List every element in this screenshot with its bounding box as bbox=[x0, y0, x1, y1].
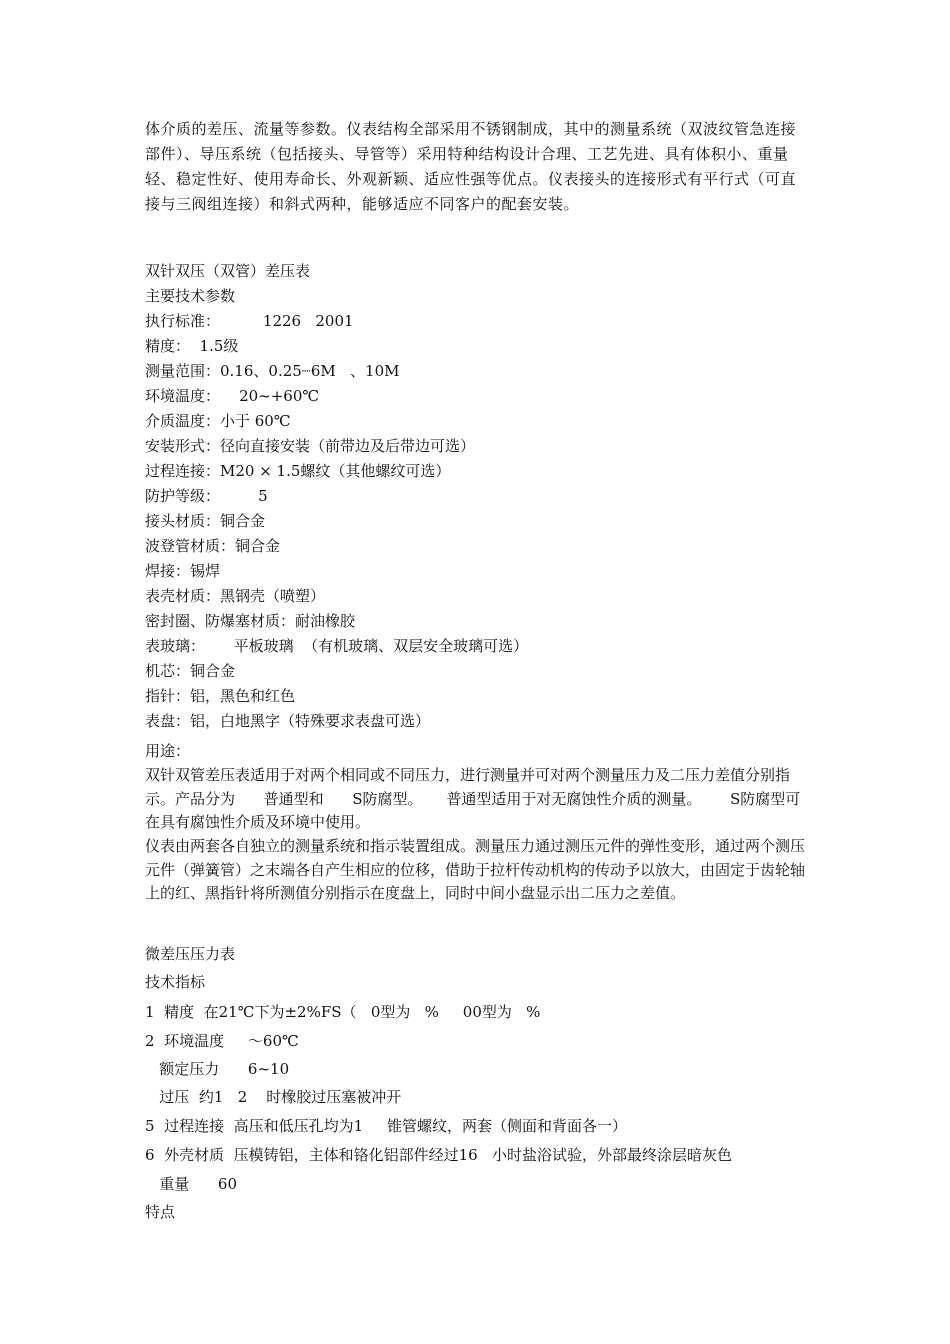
spec-line: 防护等级： 5 bbox=[145, 487, 268, 505]
section-footer: 特点 bbox=[145, 1203, 176, 1221]
spec-item: 2 环境温度 ～60℃ bbox=[145, 1032, 299, 1050]
usage-paragraph-1: 双针双管差压表适用于对两个相同或不同压力，进行测量并可对两个测量压力及二压力差值分别指示。产品分为 普通型和 S防腐型。 普通型适用于对无腐蚀性介质的测量。 S防腐型可在具有腐蚀性介质及环境中使用。 bbox=[145, 766, 801, 831]
spec-line: 接头材质：铜合金 bbox=[145, 512, 266, 530]
spec-line: 精度： 1.5级 bbox=[145, 337, 239, 355]
spec-line: 介质温度：小于 60℃ bbox=[145, 412, 291, 430]
spec-line: 波登管材质：铜合金 bbox=[145, 537, 281, 555]
section-title: 微差压压力表 bbox=[145, 945, 236, 963]
spec-item: 6 外壳材质 压模铸铝，主体和铬化铝部件经过16 小时盐浴试验，外部最终涂层暗灰色 bbox=[145, 1146, 733, 1164]
section-subtitle: 技术指标 bbox=[145, 973, 206, 991]
spec-item: 5 过程连接 高压和低压孔均为1 锥管螺纹，两套（侧面和背面各一） bbox=[145, 1117, 628, 1135]
spec-line: 机芯：铜合金 bbox=[145, 662, 236, 680]
spec-item: 过压 约1 2 时橡胶过压塞被冲开 bbox=[145, 1088, 402, 1106]
usage-label: 用途： bbox=[145, 742, 191, 760]
section-title: 双针双压（双管）差压表 bbox=[145, 262, 311, 280]
spec-line: 表盘：铝，白地黑字（特殊要求表盘可选） bbox=[145, 712, 431, 730]
spec-item: 额定压力 6~10 bbox=[145, 1060, 290, 1078]
spec-line: 过程连接：M20 × 1.5螺纹（其他螺纹可选） bbox=[145, 462, 451, 480]
intro-paragraph: 体介质的差压、流量等参数。仪表结构全部采用不锈钢制成，其中的测量系统（双波纹管急连接部件）、导压系统（包括接头、导管等）采用特种结构设计合理、工艺先进、具有体积小、重量轻、稳定性好、使用寿命长、外观新颖、适应性强等优点。仪表接头的连接形式有平行式（可直接与三阀组连接）和斜式两种，能够适应不同客户的配套安装。 bbox=[145, 120, 797, 213]
spec-line: 执行标准： 1226 2001 bbox=[145, 312, 354, 330]
spec-line: 安装形式：径向直接安装（前带边及后带边可选） bbox=[145, 437, 476, 455]
spec-line: 密封圈、防爆塞材质：耐油橡胶 bbox=[145, 612, 356, 630]
spec-line: 表壳材质：黑钢壳（喷塑） bbox=[145, 587, 326, 605]
spec-item: 1 精度 在21℃下为±2%FS（ 0型为 % 00型为 % bbox=[145, 1003, 541, 1021]
spec-line: 测量范围：0.16、0.25┈6M 、10M bbox=[145, 362, 400, 380]
spec-line: 表玻璃： 平板玻璃 （有机玻璃、双层安全玻璃可选） bbox=[145, 637, 529, 655]
spec-line: 焊接：锡焊 bbox=[145, 562, 221, 580]
usage-paragraph-2: 仪表由两套各自独立的测量系统和指示装置组成。测量压力通过测压元件的弹性变形，通过两个测压元件（弹簧管）之末端各自产生相应的位移，借助于拉杆传动机构的传动予以放大，由固定于齿轮轴上的红、黑指针将所测值分别指示在度盘上，同时中间小盘显示出二压力之差值。 bbox=[145, 837, 806, 902]
spec-line: 环境温度： 20~+60℃ bbox=[145, 387, 320, 405]
spec-item: 重量 60 bbox=[145, 1175, 237, 1193]
spec-line: 指针：铝，黑色和红色 bbox=[145, 687, 296, 705]
section-subtitle: 主要技术参数 bbox=[145, 287, 236, 305]
